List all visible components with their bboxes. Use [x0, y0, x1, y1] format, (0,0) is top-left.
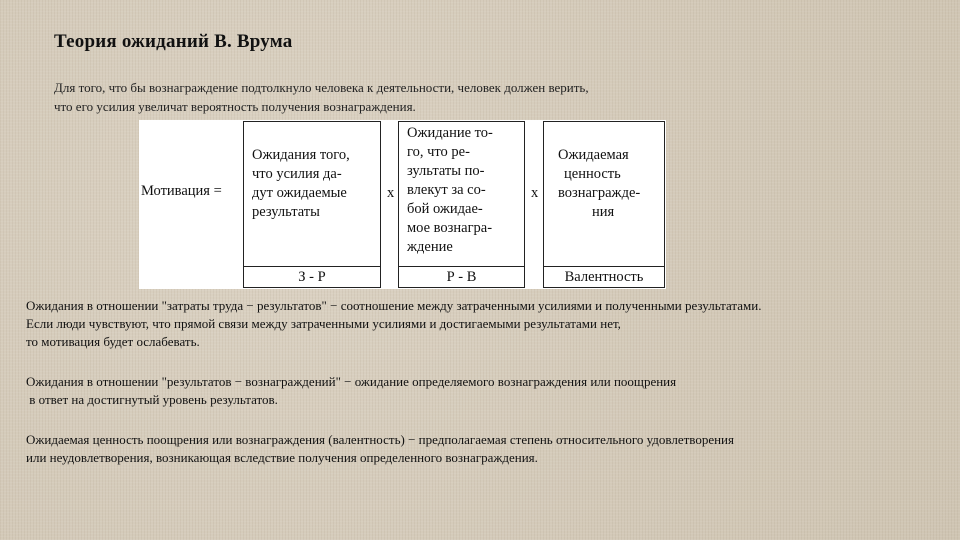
box-line: что усилия да- — [252, 166, 342, 182]
paragraph-line: то мотивация будет ослабевать. — [26, 334, 200, 349]
box-line: мое вознагра- — [407, 220, 493, 236]
paragraph-effort-result — [26, 297, 761, 351]
box-footer: Р - В — [399, 266, 524, 287]
box-line: влекут за со- — [407, 182, 486, 198]
box-line: ния — [592, 204, 615, 220]
box-line: ценность — [564, 166, 621, 182]
box-line: ждение — [407, 239, 453, 255]
paragraph-line: Ожидания в отношении "результатов − вознаграждений" − ожидание определяемого вознаграждения или поощрения — [26, 374, 677, 389]
paragraph-line: Ожидаемая ценность поощрения или вознаграждения (валентность) − предполагаемая степень относительного удовлетворения — [26, 432, 734, 447]
box-line: вознагражде- — [558, 185, 641, 201]
motivation-label: Мотивация = — [141, 183, 222, 199]
box-effort-result — [243, 121, 381, 288]
intro-line: что его усилия увеличат вероятность получения вознаграждения. — [54, 99, 416, 114]
box-text — [407, 124, 520, 257]
box-line: зультаты по- — [407, 163, 485, 179]
paragraph-result-reward — [26, 373, 676, 409]
times-sign: х — [531, 185, 539, 201]
box-line: го, что ре- — [407, 144, 470, 160]
paragraph-line: Ожидания в отношении "затраты труда − результатов" − соотношение между затраченными усилиями и полученными результатами. — [26, 298, 762, 313]
box-line: бой ожидае- — [407, 201, 483, 217]
box-footer: Валентность — [544, 266, 664, 287]
slide-title: Теория ожиданий В. Врума — [54, 31, 293, 52]
vroom-formula-figure — [139, 120, 666, 289]
box-result-reward — [398, 121, 525, 288]
box-footer: З - Р — [244, 266, 380, 287]
paragraph-valence — [26, 431, 734, 467]
box-line: Ожидание то- — [407, 125, 493, 141]
box-line: результаты — [252, 204, 320, 220]
paragraph-line: Если люди чувствуют, что прямой связи между затраченными усилиями и достигаемыми результатами нет, — [26, 316, 621, 331]
box-text — [252, 146, 376, 222]
box-valence — [543, 121, 665, 288]
box-line: дут ожидаемые — [252, 185, 347, 201]
box-text — [558, 146, 660, 222]
paragraph-line: или неудовлетворения, возникающая вследствие получения определенного вознаграждения. — [26, 450, 538, 465]
intro-text — [54, 78, 774, 116]
box-line: Ожидания того, — [252, 147, 350, 163]
intro-line: Для того, что бы вознаграждение подтолкнуло человека к деятельности, человек должен верить, — [54, 80, 589, 95]
box-line: Ожидаемая — [558, 147, 629, 163]
times-sign: х — [387, 185, 395, 201]
paragraph-line: в ответ на достигнутый уровень результатов. — [26, 392, 278, 407]
